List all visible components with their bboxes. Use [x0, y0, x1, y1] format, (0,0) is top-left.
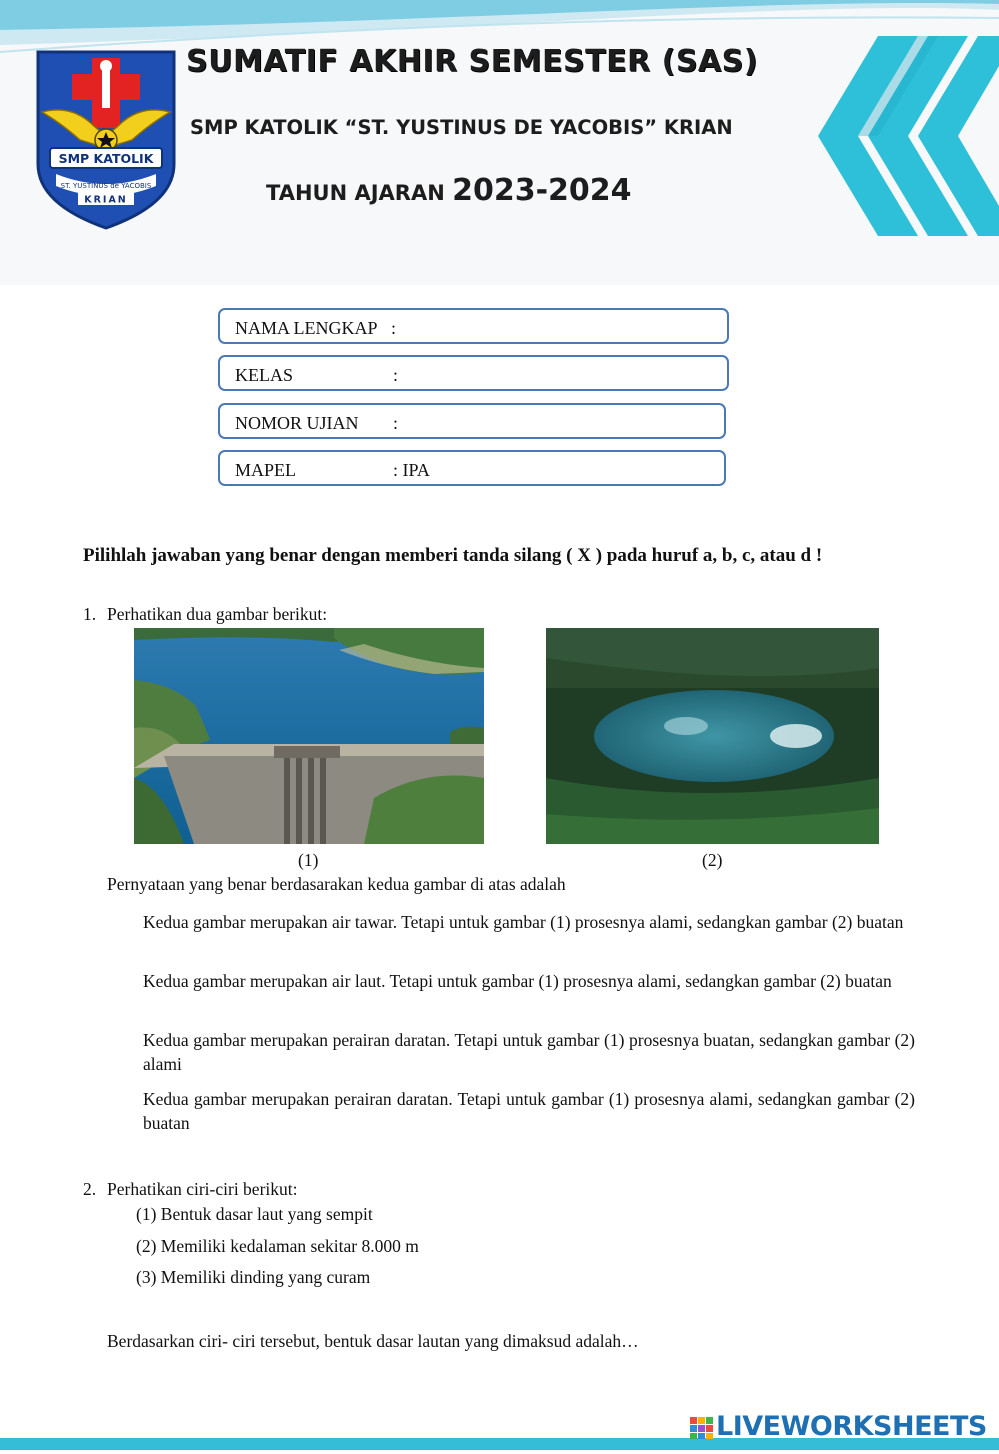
exam-title: SUMATIF AKHIR SEMESTER (SAS) [186, 44, 758, 79]
academic-year [266, 173, 632, 208]
subject-field-label: MAPEL [235, 460, 297, 480]
exam-number-field-label: NOMOR UJIAN [235, 413, 359, 433]
q2-item-2: (2) Memiliki kedalaman sekitar 8.000 m [136, 1236, 419, 1256]
exam-number-field-value: : [393, 413, 399, 433]
liveworksheets-logo-icon [690, 1417, 714, 1439]
dam-reservoir-image [134, 628, 484, 844]
instruction-text: Pilihlah jawaban yang benar dengan memberi tanda silang ( X ) pada huruf a, b, c, atau d ! [83, 545, 823, 566]
academic-year-value: 2023-2024 [452, 173, 632, 208]
school-name: SMP KATOLIK “ST. YUSTINUS DE YACOBIS” KRIAN [190, 116, 733, 139]
logo-text-top: SMP KATOLIK [58, 151, 154, 166]
header-banner [0, 0, 999, 285]
name-field-label: NAMA LENGKAP [235, 318, 378, 338]
q1-number: 1. [83, 604, 97, 624]
caption-image-2: (2) [702, 850, 723, 870]
name-field-value: : [391, 318, 397, 338]
subject-field [218, 450, 726, 486]
q2-number: 2. [83, 1179, 97, 1199]
caption-image-1: (1) [298, 850, 319, 870]
natural-lake-image [546, 628, 879, 844]
q2-prompt: Perhatikan ciri-ciri berikut: [107, 1179, 298, 1199]
subject-field-value: : IPA [393, 460, 430, 480]
class-field-label: KELAS [235, 365, 293, 385]
class-field-value: : [393, 365, 399, 385]
exam-number-field[interactable] [218, 403, 726, 439]
academic-year-label: TAHUN AJARAN [266, 181, 453, 205]
logo-text-arc: ST. YUSTINUS de YACOBIS [60, 182, 152, 190]
liveworksheets-brand[interactable]: LIVEWORKSHEETS [716, 1411, 987, 1442]
q1-option-a[interactable]: Kedua gambar merupakan air tawar. Tetapi untuk gambar (1) prosesnya alami, sedangkan gambar (2) buatan [143, 912, 904, 932]
q1-statement: Pernyataan yang benar berdasarakan kedua gambar di atas adalah [107, 874, 566, 894]
name-field[interactable] [218, 308, 729, 344]
dam-reservoir-illustration [134, 628, 484, 844]
school-logo [32, 44, 180, 230]
q2-question: Berdasarkan ciri- ciri tersebut, bentuk dasar lautan yang dimaksud adalah… [107, 1331, 639, 1351]
q2-item-3: (3) Memiliki dinding yang curam [136, 1267, 371, 1287]
chevron-decoration [808, 36, 999, 236]
q1-option-d[interactable]: Kedua gambar merupakan perairan daratan. Tetapi untuk gambar (1) prosesnya alami, sedangkan gambar (2) buatan [143, 1089, 915, 1133]
natural-lake-illustration [546, 628, 879, 844]
q2-item-1: (1) Bentuk dasar laut yang sempit [136, 1204, 373, 1224]
logo-text-bottom: KRIAN [84, 194, 128, 206]
q1-option-c[interactable]: Kedua gambar merupakan perairan daratan. Tetapi untuk gambar (1) prosesnya buatan, sedangkan gambar (2) alami [143, 1030, 915, 1074]
q1-option-b[interactable]: Kedua gambar merupakan air laut. Tetapi untuk gambar (1) prosesnya alami, sedangkan gambar (2) buatan [143, 971, 892, 991]
class-field[interactable] [218, 355, 729, 391]
q1-prompt: Perhatikan dua gambar berikut: [107, 604, 328, 624]
